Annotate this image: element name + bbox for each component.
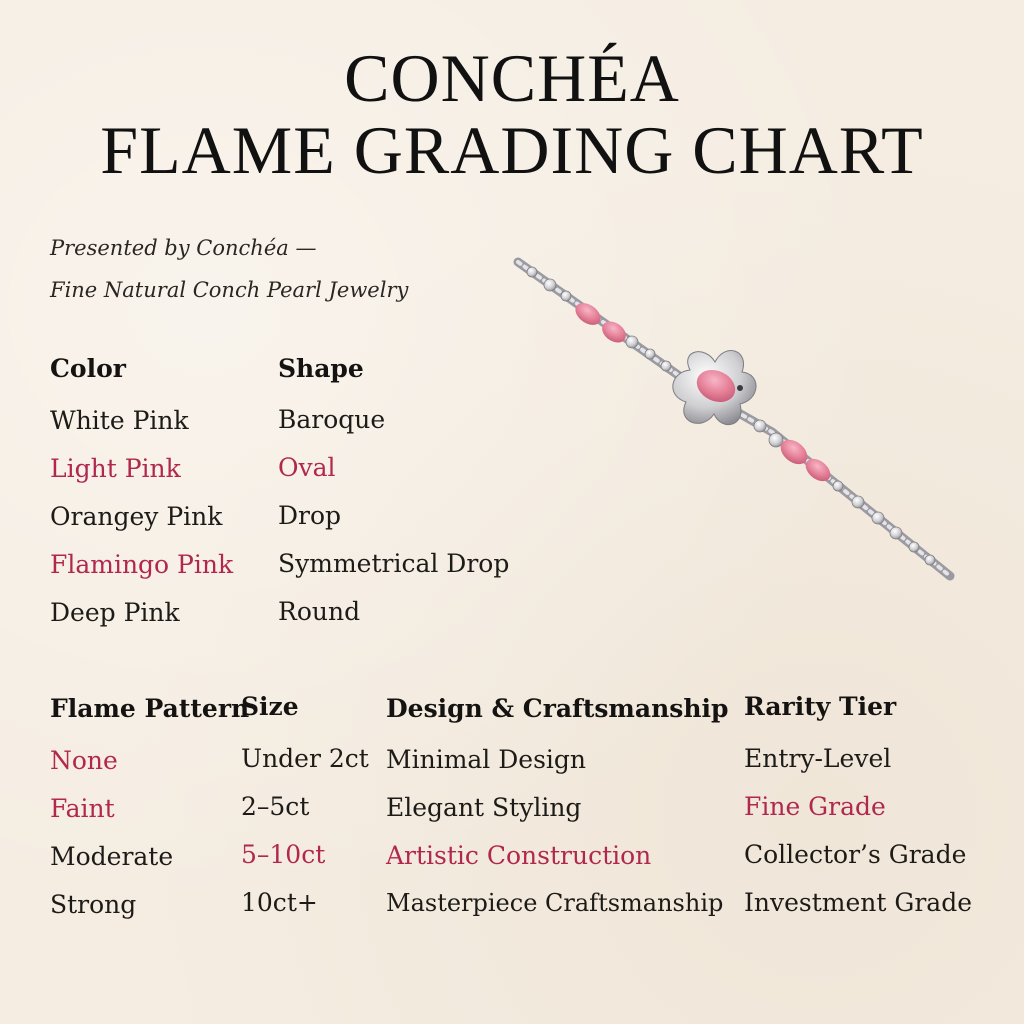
chart-title: FLAME GRADING CHART (100, 112, 924, 188)
color-cell: Orangey Pink (50, 502, 223, 531)
rarity-cell: Entry-Level (744, 744, 892, 773)
color-cell: White Pink (50, 406, 189, 435)
flame-cell: None (50, 746, 118, 775)
shape-cell: Baroque (278, 405, 386, 434)
shape-cell: Oval (278, 453, 336, 482)
bracelet-icon (510, 250, 960, 590)
flame-cell: Faint (50, 794, 115, 823)
shape-cell: Symmetrical Drop (278, 549, 510, 578)
design-cell: Minimal Design (386, 745, 587, 774)
subtitle-tagline: Fine Natural Conch Pearl Jewelry (50, 278, 409, 302)
subtitle-presented: Presented by Conchéa — (50, 236, 317, 260)
header-color: Color (50, 354, 126, 383)
rarity-cell: Collector’s Grade (744, 840, 967, 869)
header-flame-pattern: Flame Pattern (50, 694, 250, 723)
header-shape: Shape (278, 354, 364, 383)
flame-cell: Strong (50, 890, 137, 919)
brand-title: CONCHÉA (344, 40, 680, 116)
shape-cell: Drop (278, 501, 342, 530)
rarity-cell: Fine Grade (744, 792, 886, 821)
rarity-cell: Investment Grade (744, 888, 972, 917)
design-cell: Masterpiece Craftsmanship (386, 889, 724, 917)
size-cell: 10ct+ (241, 888, 318, 917)
color-cell: Flamingo Pink (50, 550, 234, 579)
design-cell: Elegant Styling (386, 793, 582, 822)
size-cell: Under 2ct (241, 744, 369, 773)
header-size: Size (241, 692, 299, 721)
header-design: Design & Craftsmanship (386, 694, 729, 723)
size-cell: 2–5ct (241, 792, 310, 821)
design-cell: Artistic Construction (386, 841, 652, 870)
color-cell: Light Pink (50, 454, 181, 483)
size-cell: 5–10ct (241, 840, 326, 869)
color-cell: Deep Pink (50, 598, 180, 627)
flame-cell: Moderate (50, 842, 174, 871)
shape-cell: Round (278, 597, 361, 626)
header-rarity: Rarity Tier (744, 692, 897, 721)
